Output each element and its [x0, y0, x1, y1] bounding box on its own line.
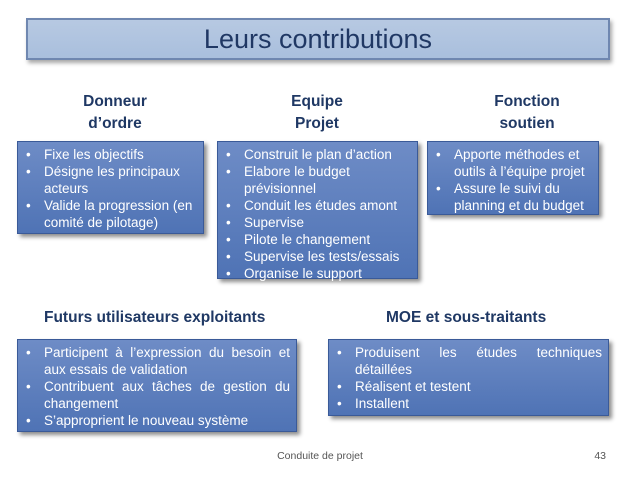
futurs-item: • S’approprient le nouveau système [26, 412, 290, 429]
donneur-item: • Désigne les principaux acteurs [26, 163, 197, 197]
box-equipe [217, 141, 418, 279]
role-fonction-line2: soutien [499, 115, 555, 132]
equipe-item: • Pilote le changement [226, 231, 411, 248]
page-title: Leurs contributions [203, 23, 433, 54]
box-donneur [17, 141, 204, 234]
page-number: 43 [594, 450, 606, 462]
futurs-item: • Contribuent aux tâches de gestion du changement [26, 378, 290, 412]
role-equipe [262, 91, 372, 135]
fonction-item: • Assure le suivi du planning et du budget [436, 180, 592, 214]
equipe-item: • Supervise [226, 214, 411, 231]
donneur-item: • Fixe les objectifs [26, 146, 197, 163]
box-futurs [17, 339, 297, 432]
role-equipe-line2: Projet [295, 115, 339, 132]
footer-text: Conduite de projet [277, 450, 363, 462]
futurs-item: • Participent à l’expression du besoin et aux essais de validation [26, 344, 290, 378]
equipe-item: • Conduit les études amont [226, 197, 411, 214]
equipe-item: • Organise le support [226, 265, 411, 282]
equipe-item: • Supervise les tests/essais [226, 248, 411, 265]
role-fonction [472, 91, 582, 135]
moe-item: • Installent [337, 395, 602, 412]
donneur-item: • Valide la progression (en comité de pilotage) [26, 197, 197, 231]
box-moe [328, 339, 609, 416]
role-moe: MOE et sous-traitants [386, 309, 547, 326]
role-donneur [60, 91, 170, 135]
title-banner [26, 18, 610, 60]
fonction-item: • Apporte méthodes et outils à l’équipe projet [436, 146, 592, 180]
role-fonction-line1: Fonction [494, 93, 560, 110]
moe-item: • Réalisent et testent [337, 378, 602, 395]
moe-item: • Produisent les études techniques détaillées [337, 344, 602, 378]
equipe-item: • Construit le plan d’action [226, 146, 411, 163]
equipe-item: • Elabore le budget prévisionnel [226, 163, 411, 197]
box-fonction [427, 141, 599, 215]
role-donneur-line2: d’ordre [88, 115, 142, 132]
role-futurs: Futurs utilisateurs exploitants [44, 309, 266, 326]
role-equipe-line1: Equipe [291, 93, 343, 110]
role-donneur-line1: Donneur [83, 93, 147, 110]
